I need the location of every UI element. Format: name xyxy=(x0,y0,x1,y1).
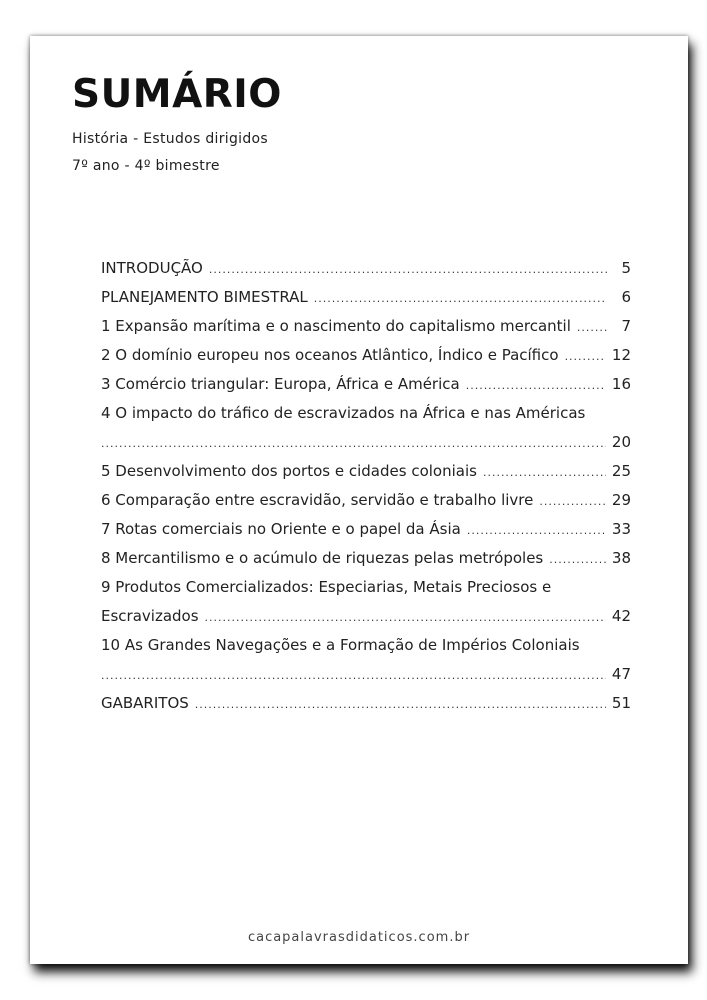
toc-leader-dots xyxy=(565,342,606,371)
table-of-contents xyxy=(101,254,631,718)
toc-page-number: 25 xyxy=(611,462,631,480)
page-title: SUMÁRIO xyxy=(72,72,282,117)
toc-leader-dots xyxy=(483,458,606,487)
toc-entry-4-title[interactable] xyxy=(101,399,631,428)
toc-entry-1[interactable] xyxy=(101,312,631,341)
toc-entry-planejamento[interactable] xyxy=(101,283,631,312)
footer-website: cacapalavrasdidaticos.com.br xyxy=(247,930,471,945)
toc-entry-7[interactable] xyxy=(101,515,631,544)
toc-entry-label: 7 Rotas comerciais no Oriente e o papel da Ásia xyxy=(101,520,461,538)
toc-entry-3[interactable] xyxy=(101,370,631,399)
toc-entry-introducao[interactable] xyxy=(101,254,631,283)
toc-leader-dots xyxy=(101,661,606,690)
document-page xyxy=(30,36,688,964)
toc-leader-dots xyxy=(467,516,606,545)
toc-entry-4-page[interactable] xyxy=(101,428,631,457)
toc-leader-dots xyxy=(466,371,606,400)
toc-entry-label: 3 Comércio triangular: Europa, África e América xyxy=(101,375,460,393)
toc-leader-dots xyxy=(314,284,607,313)
toc-entry-label: 9 Produtos Comercializados: Especiarias, Metais Preciosos e xyxy=(101,578,552,596)
toc-leader-dots xyxy=(209,255,607,284)
toc-entry-5[interactable] xyxy=(101,457,631,486)
toc-leader-dots xyxy=(101,429,606,458)
toc-entry-label: 5 Desenvolvimento dos portos e cidades coloniais xyxy=(101,462,477,480)
toc-page-number: 5 xyxy=(621,259,631,277)
subtitle-grade: 7º ano - 4º bimestre xyxy=(72,158,220,174)
toc-entry-8[interactable] xyxy=(101,544,631,573)
toc-page-number: 12 xyxy=(611,346,631,364)
toc-entry-label: INTRODUÇÃO xyxy=(101,259,203,277)
toc-entry-label: 2 O domínio europeu nos oceanos Atlântico, Índico e Pacífico xyxy=(101,346,559,364)
toc-page-number: 6 xyxy=(621,288,631,306)
toc-entry-label: 6 Comparação entre escravidão, servidão e trabalho livre xyxy=(101,491,534,509)
toc-entry-gabaritos[interactable] xyxy=(101,689,631,718)
toc-entry-label: GABARITOS xyxy=(101,694,189,712)
toc-leader-dots xyxy=(195,690,606,719)
toc-entry-label: 4 O impacto do tráfico de escravizados na África e nas Américas xyxy=(101,404,586,422)
toc-entry-9-title[interactable] xyxy=(101,573,631,602)
subtitle-subject: História - Estudos dirigidos xyxy=(72,131,268,147)
toc-page-number: 7 xyxy=(621,317,631,335)
toc-entry-10-title[interactable] xyxy=(101,631,631,660)
toc-entry-label: 1 Expansão marítima e o nascimento do capitalismo mercantil xyxy=(101,317,571,335)
toc-page-number: 20 xyxy=(611,433,631,451)
toc-leader-dots xyxy=(205,603,606,632)
toc-page-number: 29 xyxy=(611,491,631,509)
toc-page-number: 38 xyxy=(611,549,631,567)
toc-page-number: 42 xyxy=(611,607,631,625)
toc-page-number: 47 xyxy=(611,665,631,683)
toc-page-number: 33 xyxy=(611,520,631,538)
toc-leader-dots xyxy=(539,487,606,516)
toc-entry-label: 10 As Grandes Navegações e a Formação de Impérios Coloniais xyxy=(101,636,580,654)
toc-page-number: 51 xyxy=(611,694,631,712)
toc-entry-9-page[interactable] xyxy=(101,602,631,631)
toc-leader-dots xyxy=(549,545,606,574)
toc-entry-6[interactable] xyxy=(101,486,631,515)
toc-page-number: 16 xyxy=(611,375,631,393)
toc-leader-dots xyxy=(577,313,607,342)
toc-entry-label: PLANEJAMENTO BIMESTRAL xyxy=(101,288,308,306)
toc-entry-10-page[interactable] xyxy=(101,660,631,689)
toc-entry-label: 8 Mercantilismo e o acúmulo de riquezas pelas metrópoles xyxy=(101,549,544,567)
toc-entry-label-continued: Escravizados xyxy=(101,607,199,625)
toc-entry-2[interactable] xyxy=(101,341,631,370)
